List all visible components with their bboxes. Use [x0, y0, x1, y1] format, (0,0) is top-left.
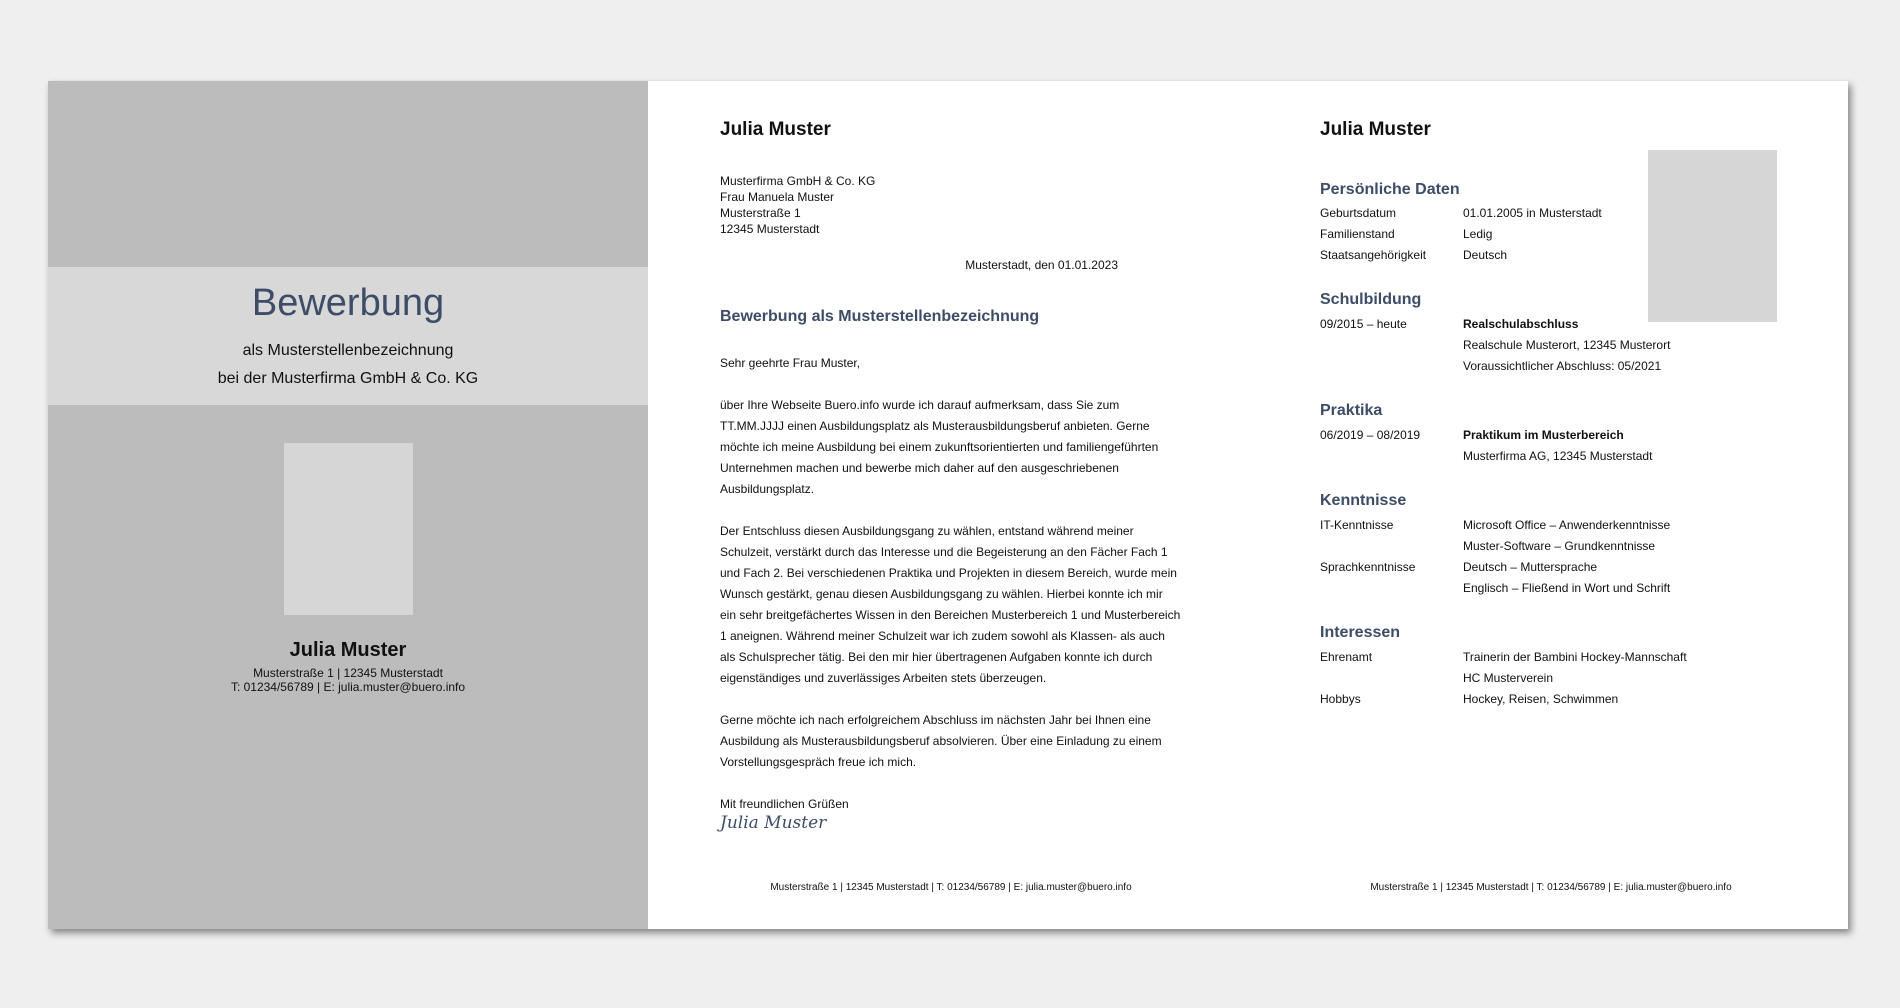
cv-row-value: Englisch – Fließend in Wort und Schrift	[1463, 581, 1671, 595]
cv-row-label: Ehrenamt	[1320, 650, 1373, 664]
cover-title-band	[48, 267, 648, 405]
cv-row	[1320, 557, 1770, 578]
cv-row-value: Ledig	[1463, 227, 1493, 241]
cv-row	[1320, 689, 1770, 710]
cv-row-label: Hobbys	[1320, 692, 1361, 706]
cv-footer: Musterstraße 1 | 12345 Musterstadt | T: 01234/56789 | E: julia.muster@buero.info	[1370, 882, 1732, 893]
cv-row	[1320, 668, 1770, 689]
cv-row-value: Hockey, Reisen, Schwimmen	[1463, 692, 1619, 706]
cv-row	[1320, 515, 1770, 536]
cv-row	[1320, 245, 1770, 266]
letter-date: Musterstadt, den 01.01.2023	[965, 258, 1118, 272]
letter-salutation: Sehr geehrte Frau Muster,	[720, 356, 861, 370]
cv-row-label: Sprachkenntnisse	[1320, 560, 1416, 574]
cv-row	[1320, 536, 1770, 557]
cv-row-value: HC Musterverein	[1463, 671, 1554, 685]
letter-closing: Mit freundlichen Grüßen	[720, 797, 849, 811]
cv-row-label: 09/2015 – heute	[1320, 317, 1407, 331]
cv-row-label: Geburtsdatum	[1320, 206, 1397, 220]
cv-name: Julia Muster	[1320, 119, 1431, 140]
cv-heading-interests: Interessen	[1320, 624, 1401, 641]
cv-heading-internships: Praktika	[1320, 402, 1383, 419]
cv-row-label: 06/2019 – 08/2019	[1320, 428, 1421, 442]
cv-heading-school: Schulbildung	[1320, 291, 1422, 308]
cv-row	[1320, 446, 1770, 467]
cover-subtitle-position: als Musterstellenbezeichnung	[242, 342, 454, 359]
cover-photo-placeholder	[284, 443, 413, 615]
letter-paragraph: Der Entschluss diesen Ausbildungsgang zu wählen, entstand während meiner Schulzeit, verstärkt durch das Interesse und die Begeisterung an den Fächer Fach 1 und Fach 2. Bei verschiedenen Praktika und Projekten in diesem Bereich, wurde mein Wunsch gestärkt, genau diesen Ausbildungsgang zu wählen. Hierbei konnte ich mir ein sehr breitgefächertes Wissen in den Bereichen Musterbereich 1 und Musterbereich 1 aneignen. Während meiner Schulzeit war ich zudem sowohl als Klassen- als auch als Schulsprecher tätig. Bei den mir hier übertragenen Aufgaben konnte ich durch eigenständiges und zuverlässiges Arbeiten stets überzeugen.	[720, 524, 1181, 685]
cv-page	[1248, 81, 1848, 929]
cv-row-value: Deutsch – Muttersprache	[1463, 560, 1598, 574]
cv-row	[1320, 224, 1770, 245]
cv-row-value: Musterfirma AG, 12345 Musterstadt	[1463, 449, 1653, 463]
cover-applicant-name: Julia Muster	[289, 639, 407, 661]
letter-footer: Musterstraße 1 | 12345 Musterstadt | T: 01234/56789 | E: julia.muster@buero.info	[770, 882, 1132, 893]
cv-row-value: Realschulabschluss	[1463, 317, 1579, 331]
cv-row	[1320, 335, 1770, 356]
recipient-line: Musterstraße 1	[720, 206, 801, 220]
recipient-line: Frau Manuela Muster	[720, 190, 835, 204]
cover-page	[48, 81, 648, 929]
cv-heading-personal: Persönliche Daten	[1320, 181, 1460, 198]
cv-row-value: 01.01.2005 in Musterstadt	[1463, 206, 1602, 220]
cv-row-value: Trainerin der Bambini Hockey-Mannschaft	[1463, 650, 1687, 664]
cv-row-label: IT-Kenntnisse	[1320, 518, 1394, 532]
cover-letter-page	[648, 81, 1248, 929]
cv-row	[1320, 425, 1770, 446]
letter-paragraph: Gerne möchte ich nach erfolgreichem Abschluss im nächsten Jahr bei Ihnen eine Ausbildung als Musterausbildungsberuf absolvieren. Über eine Einladung zu einem Vorstellungsgespräch freue ich mich.	[720, 713, 1162, 769]
letter-body	[720, 353, 1182, 815]
cover-address: Musterstraße 1 | 12345 Musterstadt	[253, 666, 443, 680]
letter-recipient-address	[720, 173, 875, 237]
cv-row-value: Microsoft Office – Anwenderkenntnisse	[1463, 518, 1671, 532]
cv-row	[1320, 203, 1770, 224]
cover-contact: T: 01234/56789 | E: julia.muster@buero.info	[230, 680, 466, 694]
cv-row	[1320, 578, 1770, 599]
cv-row-value: Voraussichtlicher Abschluss: 05/2021	[1463, 359, 1662, 373]
letter-paragraph: über Ihre Webseite Buero.info wurde ich darauf aufmerksam, dass Sie zum TT.MM.JJJJ einen Ausbildungsplatz als Musterausbildungsberuf anbieten. Gerne möchte ich meine Ausbildung bei einem zukunftsorientierten und familiengeführten Unternehmen machen und bewerbe mich daher auf den ausgeschriebenen Ausbildungsplatz.	[720, 398, 1159, 496]
cv-row-label: Staatsangehörigkeit	[1320, 248, 1427, 262]
cv-row-value: Deutsch	[1463, 248, 1508, 262]
cv-row	[1320, 356, 1770, 377]
letter-sender-name: Julia Muster	[720, 119, 831, 140]
letter-subject: Bewerbung als Musterstellenbezeichnung	[720, 308, 1040, 325]
cover-subtitle-company: bei der Musterfirma GmbH & Co. KG	[217, 370, 479, 387]
cv-row	[1320, 647, 1770, 668]
cv-row-label: Familienstand	[1320, 227, 1395, 241]
recipient-line: Musterfirma GmbH & Co. KG	[720, 174, 876, 188]
recipient-line: 12345 Musterstadt	[720, 222, 820, 236]
letter-signature: Julia Muster	[720, 813, 827, 833]
document-spread	[48, 81, 1848, 929]
cv-row	[1320, 314, 1770, 335]
cover-title: Bewerbung	[251, 282, 445, 324]
cv-row-value: Realschule Musterort, 12345 Musterort	[1463, 338, 1671, 352]
cv-row-value: Muster-Software – Grundkenntnisse	[1463, 539, 1656, 553]
cv-row-value: Praktikum im Musterbereich	[1463, 428, 1624, 442]
cv-heading-skills: Kenntnisse	[1320, 492, 1407, 509]
